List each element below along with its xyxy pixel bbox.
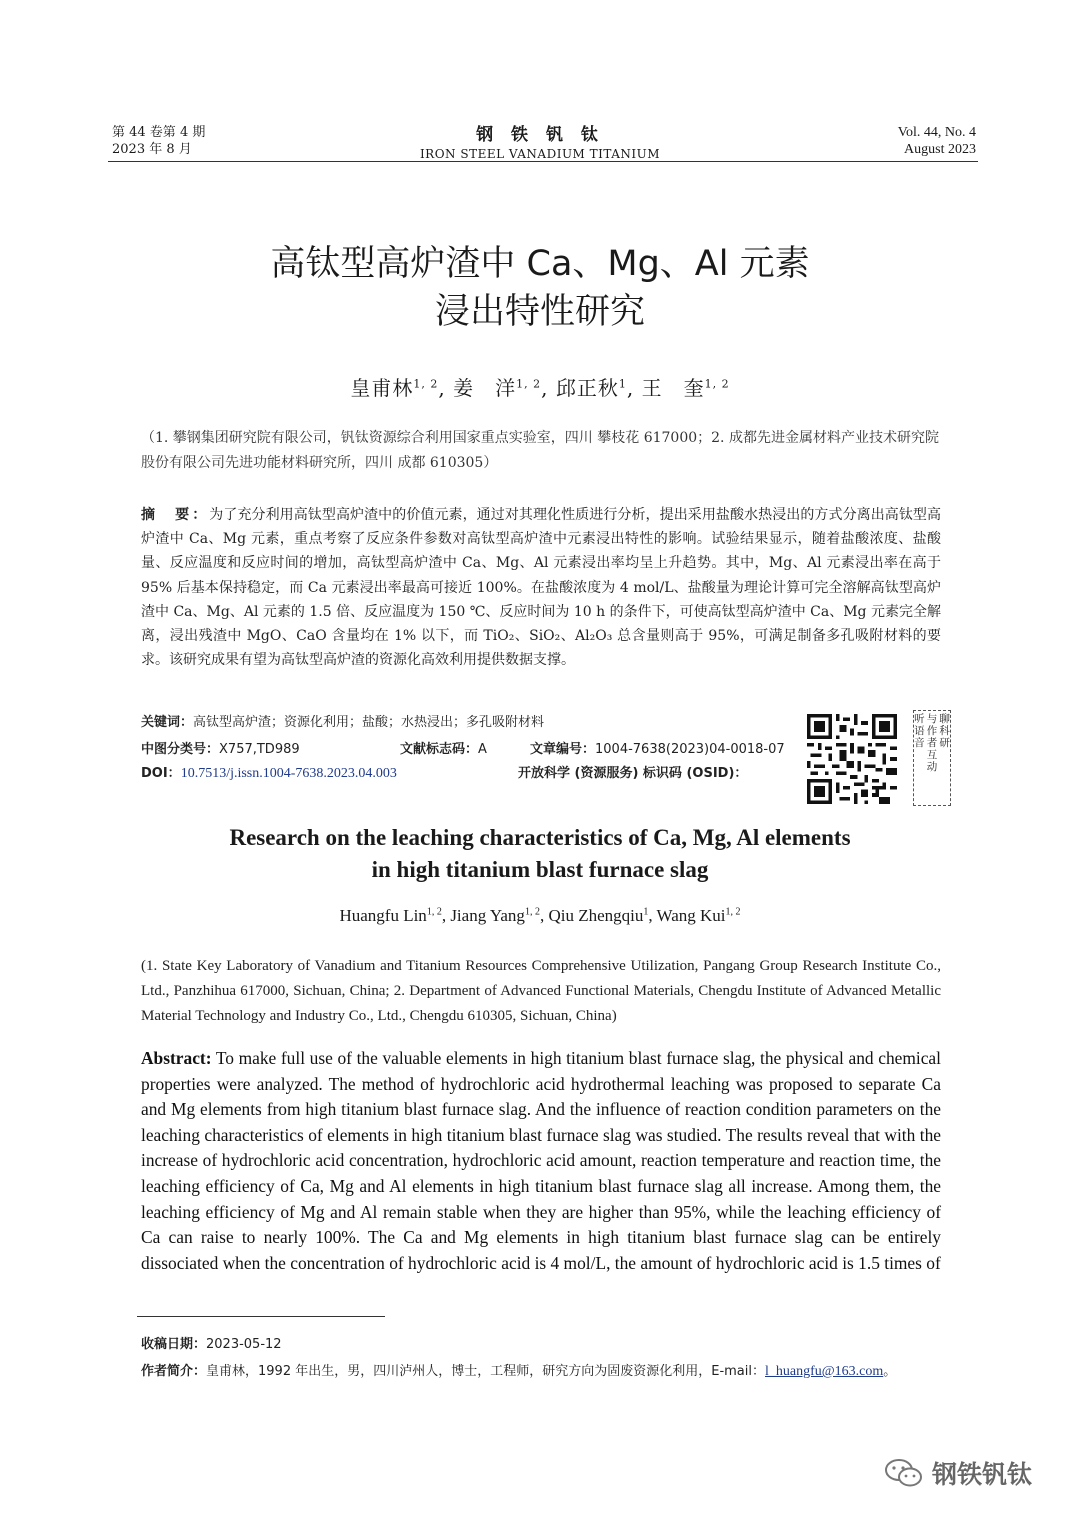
author-cn-affil: 1, 2 bbox=[413, 377, 439, 391]
qr-caption-listen: 听语音 bbox=[914, 713, 925, 749]
abstract-cn bbox=[141, 503, 941, 672]
author-cn-affil: 1, 2 bbox=[516, 377, 542, 391]
volume-en: Vol. 44, No. 4 bbox=[897, 125, 976, 140]
issue-info bbox=[112, 124, 205, 158]
clc-value: X757,TD989 bbox=[219, 742, 300, 757]
bio-label: 作者简介： bbox=[141, 1364, 207, 1379]
title-cn-line2: 浸出特性研究 bbox=[434, 292, 645, 332]
abstract-cn-text: 为了充分利用高钛型高炉渣中的价值元素，通过对其理化性质进行分析，提出采用盐酸水热浸出的方式分离出高钛型高炉渣中 Ca、Mg 元素，重点考察了反应条件参数对高钛型高炉渣中元素浸出特性的影响。试验结果显示，随着盐酸浓度、盐酸量、反应温度和反应时间的增加，高钛型高炉渣中 Ca、Mg、Al 元素浸出率均呈上升趋势。其中，Mg、Al 元素浸出率在高于 95% 后基本保持稳定，而 Ca 元素浸出率最高可接近 100%。在盐酸浓度为 4 mol/L、盐酸量为理论计算可完全溶解高钛型高炉渣中 Ca、Mg、Al 元素的 1.5 倍、反应温度为 150 ℃、反应时间为 10 h 的条件下，可使高钛型高炉渣中 Ca、Mg 元素完全解离，浸出残渣中 MgO、CaO 含量均在 1% 以下，而 TiO₂、SiO₂、Al₂O₃ 总含量则高于 95%，可满足制备多孔吸附材料的要求。该研究成果有望为高钛型高炉渣的资源化高效利用提供数据支撑。 bbox=[141, 507, 942, 669]
author-cn: 邱正秋 bbox=[555, 376, 619, 400]
received-label: 收稿日期： bbox=[141, 1337, 207, 1352]
watermark-text: 钢铁钒钛 bbox=[932, 1460, 1033, 1489]
author-en: Qiu Zhengqiu bbox=[548, 906, 644, 925]
journal-name bbox=[340, 120, 740, 161]
author-en-affil: 1 bbox=[643, 906, 649, 918]
keywords-cn bbox=[141, 711, 544, 730]
clc-label: 中图分类号： bbox=[141, 742, 220, 757]
author-sep: , bbox=[438, 376, 446, 400]
doc-code-label: 文献标志码： bbox=[400, 742, 479, 757]
doi-link[interactable]: 10.7513/j.issn.1004-7638.2023.04.003 bbox=[180, 766, 397, 781]
keywords-text: 高钛型高炉渣；资源化利用；盐酸；水热浸出；多孔吸附材料 bbox=[193, 715, 545, 730]
authors-cn bbox=[0, 372, 1080, 401]
osid bbox=[518, 762, 747, 781]
author-sep: , bbox=[648, 906, 657, 925]
author-email-link[interactable]: l_huangfu@163.com bbox=[765, 1364, 884, 1379]
affiliation-cn: （1. 攀钢集团研究院有限公司，钒钛资源综合利用国家重点实验室，四川 攀枝花 617000；2. 成都先进金属材料产业技术研究院股份有限公司先进功能材料研究所，四川 成都 610305） bbox=[141, 430, 939, 471]
bio-text: 皇甫林，1992 年出生，男，四川泸州人，博士，工程师，研究方向为固废资源化利用，E-mail： bbox=[206, 1364, 765, 1379]
bio-end: 。 bbox=[883, 1364, 897, 1379]
author-sep: , bbox=[539, 906, 549, 925]
title-en-line2: in high titanium blast furnace slag bbox=[371, 857, 709, 882]
author-sep: , bbox=[541, 376, 549, 400]
abstract-en bbox=[141, 1046, 941, 1276]
doi-label: DOI： bbox=[141, 766, 181, 781]
author-en: Wang Kui bbox=[656, 906, 726, 925]
doc-code-value: A bbox=[478, 742, 487, 757]
article-number bbox=[530, 738, 785, 757]
keywords-label: 关键词： bbox=[141, 715, 194, 730]
author-en-affil: 1, 2 bbox=[725, 906, 741, 918]
author-en-affil: 1, 2 bbox=[426, 906, 442, 918]
author-cn-affil: 1, 2 bbox=[704, 377, 730, 391]
header-rule bbox=[108, 161, 978, 162]
abstract-cn-label: 摘 要： bbox=[141, 507, 210, 523]
title-en-line1: Research on the leaching characteristics of Ca, Mg, Al elements bbox=[229, 825, 851, 850]
journal-name-en: IRON STEEL VANADIUM TITANIUM bbox=[419, 147, 661, 161]
wechat-icon bbox=[884, 1457, 924, 1489]
author-cn: 姜 洋 bbox=[453, 376, 517, 400]
clc-number bbox=[141, 738, 300, 757]
author-bio bbox=[141, 1360, 896, 1380]
document-code bbox=[400, 738, 487, 757]
affiliation-en: (1. State Key Laboratory of Vanadium and Titanium Resources Comprehensive Utilization, Pangang Group Research Institute Co., Ltd., Panzhihua 617000, Sichuan, China; 2. Department of Advanced Functional Materials, Chengdu Institute of Advanced Metallic Material Technology and Industry Co., Ltd., Chengdu 610305, Sichuan, China) bbox=[141, 958, 941, 1024]
author-cn: 皇甫林 bbox=[350, 376, 414, 400]
author-sep: , bbox=[626, 376, 635, 400]
footnote-rule bbox=[137, 1316, 385, 1317]
doi bbox=[141, 762, 397, 782]
wechat-watermark bbox=[884, 1455, 1032, 1491]
journal-name-cn: 钢 铁 钒 钛 bbox=[476, 125, 604, 145]
abstract-en-text: To make full use of the valuable elements in high titanium blast furnace slag, the physical and chemical properties were analyzed. The method of hydrochloric acid hydrothermal leaching was proposed to separate Ca and Mg elements from high titanium blast furnace slag. And the influence of reaction condition parameters on the leaching characteristics of elements in high titanium blast furnace slag was studied. The results reveal that with the increase of hydrochloric acid concentration, hydrochloric acid amount, reaction temperature and reaction time, the leaching efficiency of Ca, Mg and Al elements in high titanium blast furnace slag all increase. Among them, the leaching efficiency of Mg and Al remain stable when they are higher than 95%, while the leaching efficiency of Ca can raise to nearly 100%. The Ca and Mg elements in high titanium blast furnace slag can be entirely dissociated when the concentration of hydrochloric acid is 4 mol/L, the amount of hydrochloric acid is 1.5 times of bbox=[141, 1048, 941, 1273]
received-value: 2023-05-12 bbox=[206, 1337, 282, 1352]
authors-en bbox=[0, 906, 1080, 926]
title-cn bbox=[0, 240, 1080, 336]
issue-info-en bbox=[898, 124, 976, 158]
article-no-label: 文章编号： bbox=[530, 742, 596, 757]
qr-code-icon[interactable] bbox=[806, 714, 898, 804]
author-en-affil: 1, 2 bbox=[524, 906, 540, 918]
qr-caption-interact: 与作者互动 bbox=[926, 713, 938, 773]
issue-date: 2023 年 8 月 bbox=[112, 142, 192, 157]
received-date bbox=[141, 1333, 282, 1352]
author-cn: 王 奎 bbox=[641, 376, 705, 400]
qr-caption-research: 聊科研 bbox=[939, 713, 950, 749]
issue-volume: 第 44 卷第 4 期 bbox=[112, 125, 206, 140]
article-no-value: 1004-7638(2023)04-0018-07 bbox=[595, 742, 785, 757]
date-en: August 2023 bbox=[904, 142, 976, 157]
qr-caption bbox=[913, 710, 951, 806]
author-cn-affil: 1 bbox=[618, 377, 627, 391]
title-en bbox=[0, 822, 1080, 886]
abstract-en-label: Abstract: bbox=[141, 1048, 212, 1068]
title-cn-line1: 高钛型高炉渣中 Ca、Mg、Al 元素 bbox=[270, 244, 810, 284]
author-sep: , bbox=[441, 906, 451, 925]
author-en: Jiang Yang bbox=[450, 906, 525, 925]
author-en: Huangfu Lin bbox=[339, 906, 427, 925]
osid-label: 开放科学 (资源服务) 标识码 (OSID)： bbox=[518, 766, 748, 781]
